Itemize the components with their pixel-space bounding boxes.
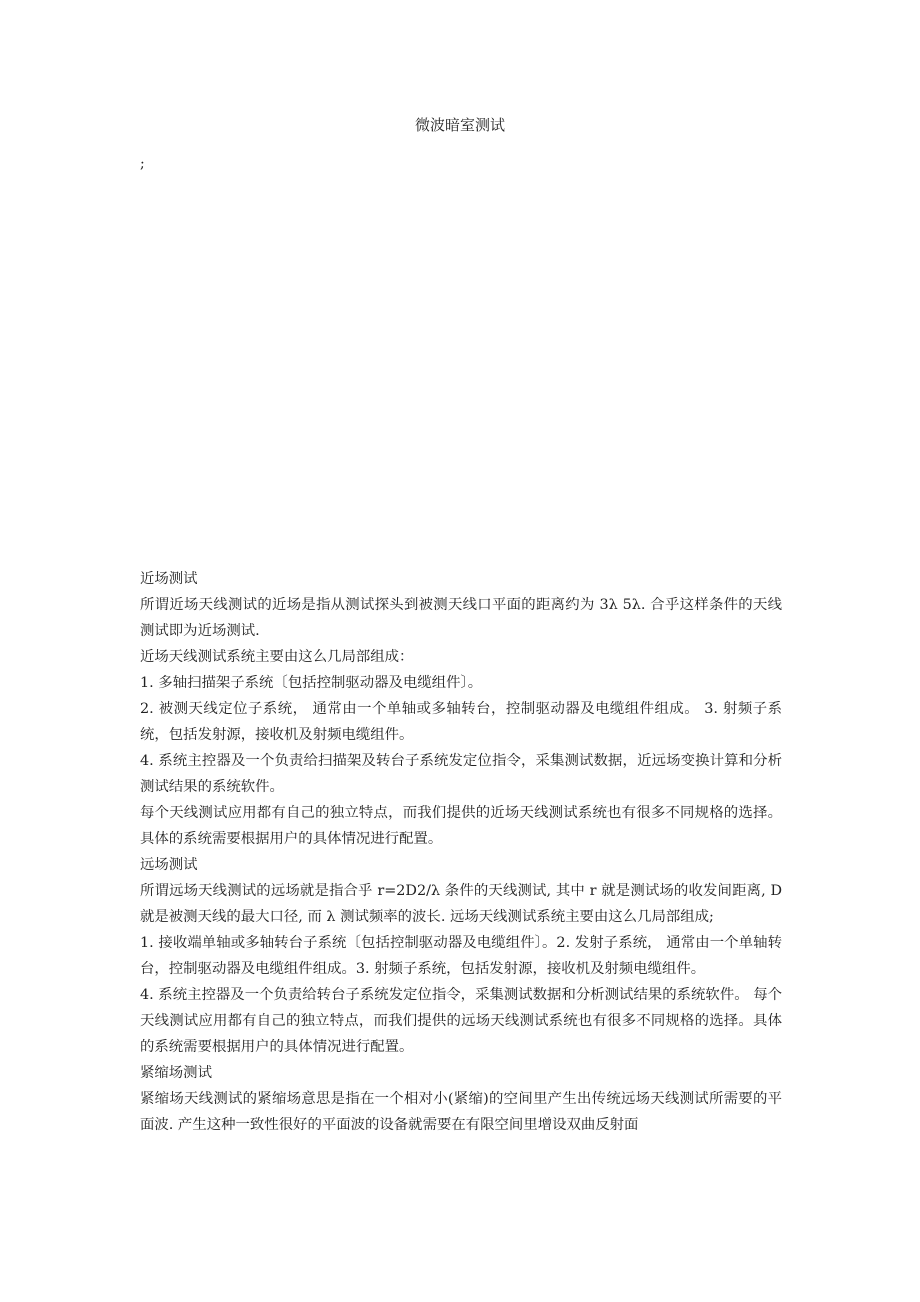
- document-body: [140, 566, 782, 1138]
- document-title: 微波暗室测试: [414, 116, 505, 134]
- near-field-paragraph-config: 每个天线测试应用都有自己的独立特点，而我们提供的近场天线测试系统也有很多不同规格的选择。具体的系统需要根据用户的具体情况进行配置。: [140, 805, 782, 847]
- compact-range-paragraph: 紧缩场天线测试的紧缩场意思是指在一个相对小(紧缩)的空间里产生出传统远场天线测试所需要的平面波. 产生这种一致性很好的平面波的设备就需要在有限空间里增设双曲反射面: [140, 1091, 782, 1133]
- near-field-item-4: 4. 系统主控器及一个负责给扫描架及转台子系统发定位指令，采集测试数据，近远场变换计算和分析测试结果的系统软件。: [140, 753, 782, 795]
- near-field-item-1: 1. 多轴扫描架子系统〔包括控制驱动器及电缆组件〕。: [140, 675, 483, 691]
- near-field-paragraph-intro: 近场天线测试系统主要由这么几局部组成：: [140, 649, 414, 665]
- far-field-item-4: 4. 系统主控器及一个负责给转台子系统发定位指令，采集测试数据和分析测试结果的系统软件。 每个天线测试应用都有自己的独立特点，而我们提供的远场天线测试系统也有很多不同规格的选择。具体的系统需要根据用户的具体情况进行配置。: [140, 987, 782, 1055]
- stray-semicolon: ;: [140, 156, 145, 172]
- far-field-items-1-3: 1. 接收端单轴或多轴转台子系统〔包括控制驱动器及电缆组件〕。2. 发射子系统， 通常由一个单轴转台，控制驱动器及电缆组件组成。3. 射频子系统，包括发射源，接收机及射频电缆组件。: [140, 935, 782, 977]
- near-field-item-2-3: 2. 被测天线定位子系统， 通常由一个单轴或多轴转台，控制驱动器及电缆组件组成。 3. 射频子系统，包括发射源，接收机及射频电缆组件。: [140, 701, 782, 743]
- compact-range-heading: 紧缩场测试: [140, 1065, 212, 1081]
- near-field-paragraph-definition: 所谓近场天线测试的近场是指从测试探头到被测天线口平面的距离约为 3λ 5λ. 合乎这样条件的天线测试即为近场测试.: [140, 597, 782, 639]
- near-field-heading: 近场测试: [140, 571, 198, 587]
- far-field-paragraph-definition: 所谓远场天线测试的远场就是指合乎 r=2D2/λ 条件的天线测试, 其中 r 就是测试场的收发间距离, D 就是被测天线的最大口径, 而 λ 测试频率的波长. 远场天线测试系统主要由这么几局部组成;: [140, 883, 782, 925]
- far-field-heading: 远场测试: [140, 857, 198, 873]
